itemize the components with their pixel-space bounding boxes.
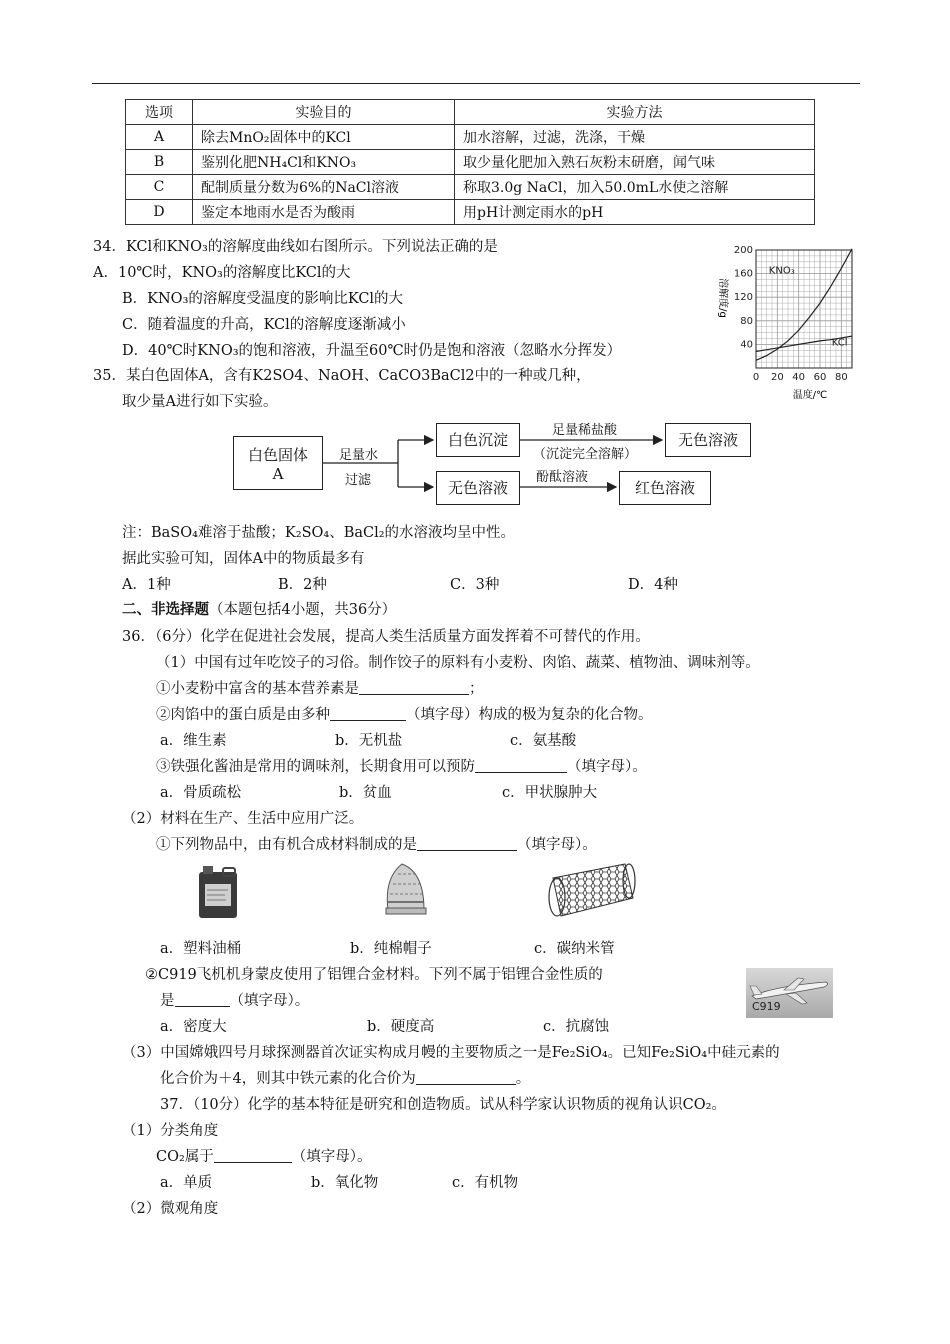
q36-part2-2b-text: 是 — [160, 993, 175, 1009]
flow-start-line2: A — [272, 465, 284, 483]
q37-part2: （2）微观角度 — [122, 1201, 219, 1217]
q36-p13-option-a: a．骨质疏松 — [160, 785, 242, 801]
table-cell: D — [126, 200, 193, 225]
y-tick-label: 80 — [740, 315, 753, 327]
q37-part1: （1）分类角度 — [122, 1123, 219, 1139]
section-heading — [122, 600, 396, 620]
q36-part1-3-end: （填字母）。 — [567, 759, 647, 775]
table-header: 选项 — [126, 100, 193, 125]
q36-p13-option-b: b．贫血 — [339, 785, 392, 801]
series-label: KCl — [831, 337, 848, 349]
flow-acid-bottom: （沉淀完全溶解） — [533, 447, 638, 462]
c919-plane-image — [746, 968, 833, 1018]
flow-acid-top: 足量稀盐酸 — [552, 423, 618, 438]
q36-p22-option-c: c．抗腐蚀 — [543, 1019, 610, 1035]
q36-part3: （3）中国嫦娥四号月球探测器首次证实构成月幔的主要物质之一是Fe₂SiO₄。已知Fe₂SiO₄中硅元素的 — [122, 1045, 780, 1061]
y-tick-label: 120 — [733, 292, 753, 304]
q36-part3b — [160, 1069, 530, 1089]
flow-step1-bottom: 过滤 — [345, 473, 372, 488]
q35-stem: 35．某白色固体A，含有K2SO4、NaOH、CaCO3BaCl2中的一种或几种， — [93, 368, 591, 384]
q36-part1-2-text: ②肉馅中的蛋白质是由多种 — [156, 707, 330, 723]
flow-indicator: 酚酞溶液 — [536, 470, 589, 485]
q35-option-c: C．3种 — [450, 577, 500, 593]
section-desc: （本题包括4小题，共36分） — [209, 602, 397, 618]
q35-option-b: B．2种 — [278, 577, 327, 593]
q37-stem: 37．（10分）化学的基本特征是研究和创造物质。试从科学家认识物质的视角认识CO₂。 — [160, 1097, 726, 1113]
q35-option-a: A．1种 — [122, 577, 171, 593]
table-cell: 鉴定本地雨水是否为酸雨 — [193, 200, 455, 225]
answer-blank[interactable] — [330, 705, 406, 721]
q36-p22-option-b: b．硬度高 — [367, 1019, 435, 1035]
flow-acid-result-box: 无色溶液 — [665, 423, 751, 457]
q35-stem-2: 取少量A进行如下实验。 — [122, 394, 278, 410]
q37-option-b: b．氧化物 — [311, 1175, 379, 1191]
cotton-hat-icon — [380, 858, 430, 920]
table-cell: B — [126, 150, 193, 175]
q36-p12-option-a: a．维生素 — [160, 733, 227, 749]
x-tick-label: 60 — [813, 372, 827, 383]
q36-part2-2: ②C919飞机机身蒙皮使用了铝锂合金材料。下列不属于铝锂合金性质的 — [145, 967, 603, 983]
answer-blank[interactable] — [175, 991, 230, 1007]
x-tick-label: 40 — [792, 372, 806, 383]
q36-part1-1 — [156, 679, 484, 699]
q36-p21-option-b: b．纯棉帽子 — [350, 941, 432, 957]
flow-arrows — [0, 0, 950, 560]
q34-option-b: B．KNO₃的溶解度受温度的影响比KCl的大 — [122, 291, 404, 307]
table-cell: A — [126, 125, 193, 150]
q35-option-d: D．4种 — [628, 577, 678, 593]
flow-indicator-result-box: 红色溶液 — [619, 471, 711, 505]
q36-part1-2 — [156, 705, 653, 725]
chart-xlabel: 温度/℃ — [792, 390, 828, 401]
q35-note: 注：BaSO₄难溶于盐酸；K₂SO₄、BaCl₂的水溶液均呈中性。 — [122, 525, 516, 541]
flow-start-line1: 白色固体 — [247, 446, 308, 464]
q36-part1-3 — [156, 757, 647, 777]
q36-p13-option-c: c．甲状腺肿大 — [502, 785, 598, 801]
q36-part2-1-text: ①下列物品中，由有机合成材料制成的是 — [156, 837, 417, 853]
q37-option-a: a．单质 — [160, 1175, 213, 1191]
x-tick-label: 20 — [770, 372, 784, 383]
flow-step1-top: 足量水 — [339, 448, 379, 463]
q36-part2-2b — [160, 991, 309, 1011]
answer-blank[interactable] — [359, 679, 469, 695]
q36-p12-option-b: b．无机盐 — [335, 733, 403, 749]
q36-part2-1 — [156, 835, 597, 855]
carbon-nanotube-icon — [545, 858, 640, 922]
q36-part2-1-end: （填字母）。 — [517, 837, 597, 853]
y-tick-label: 160 — [733, 268, 753, 280]
answer-blank[interactable] — [475, 757, 567, 773]
section-title: 二、非选择题 — [122, 601, 209, 618]
table-cell: C — [126, 175, 193, 200]
y-tick-label: 200 — [733, 245, 753, 256]
table-cell: 取少量化肥加入熟石灰粉末研磨，闻气味 — [455, 150, 815, 175]
q36-part1-1-text: ①小麦粉中富含的基本营养素是 — [156, 681, 359, 697]
q37-part1-q — [156, 1147, 372, 1167]
q34-option-a: A．10℃时，KNO₃的溶解度比KCl的大 — [93, 265, 351, 281]
q36-part1-3-text: ③铁强化酱油是常用的调味剂，长期食用可以预防 — [156, 759, 475, 775]
oil-bottle-icon — [195, 862, 241, 920]
q36-part3b-end: 。 — [515, 1071, 531, 1087]
answer-blank[interactable] — [416, 1069, 516, 1085]
q35-question: 据此实验可知，固体A中的物质最多有 — [122, 551, 365, 567]
chart-ylabel: 溶解度/g — [717, 278, 728, 318]
q36-p12-option-c: c．氨基酸 — [510, 733, 577, 749]
q36-part3b-text: 化合价为＋4，则其中铁元素的化合价为 — [160, 1071, 416, 1087]
q36-stem: 36．（6分）化学在促进社会发展，提高人类生活质量方面发挥着不可替代的作用。 — [122, 629, 650, 645]
table-header: 实验目的 — [193, 100, 455, 125]
table-cell: 称取3.0g NaCl，加入50.0mL水使之溶解 — [455, 175, 815, 200]
q36-part2-2b-end: （填字母）。 — [229, 993, 310, 1009]
answer-blank[interactable] — [417, 835, 517, 851]
table-cell: 用pH计测定雨水的pH — [455, 200, 815, 225]
q37-option-c: c．有机物 — [452, 1175, 519, 1191]
q36-p22-option-a: a．密度大 — [160, 1019, 227, 1035]
table-cell: 加水溶解，过滤，洗涤，干燥 — [455, 125, 815, 150]
q36-p21-option-c: c．碳纳米管 — [534, 941, 615, 957]
q36-part1-1-end: ； — [469, 681, 484, 697]
series-label: KNO₃ — [768, 265, 795, 277]
flow-filtrate-box: 无色溶液 — [436, 471, 520, 505]
table-cell: 除去MnO₂固体中的KCl — [193, 125, 455, 150]
c919-label: C919 — [752, 1000, 781, 1013]
q34-stem: 34．KCl和KNO₃的溶解度曲线如右图所示。下列说法正确的是 — [93, 239, 498, 255]
x-tick-label: 0 — [752, 372, 760, 383]
q36-part1: （1）中国有过年吃饺子的习俗。制作饺子的原料有小麦粉、肉馅、蔬菜、植物油、调味剂等。 — [156, 655, 760, 671]
x-tick-label: 80 — [834, 372, 848, 383]
q34-option-d: D．40℃时KNO₃的饱和溶液，升温至60℃时仍是饱和溶液（忽略水分挥发） — [122, 343, 622, 359]
q36-part2: （2）材料在生产、生活中应用广泛。 — [122, 811, 364, 827]
table-cell: 鉴别化肥NH₄Cl和KNO₃ — [193, 150, 455, 175]
answer-blank[interactable] — [214, 1147, 292, 1163]
q34-option-c: C．随着温度的升高，KCl的溶解度逐渐减小 — [122, 317, 406, 333]
table-header: 实验方法 — [455, 100, 815, 125]
q36-part1-2-end: （填字母）构成的极为复杂的化合物。 — [406, 707, 653, 723]
q37-part1-q-text: CO₂属于 — [156, 1149, 214, 1165]
table-cell: 配制质量分数为6%的NaCl溶液 — [193, 175, 455, 200]
q36-p21-option-a: a．塑料油桶 — [160, 941, 242, 957]
q37-part1-q-end: （填字母）。 — [291, 1149, 372, 1165]
y-tick-label: 40 — [740, 339, 753, 351]
flow-precipitate-box: 白色沉淀 — [436, 423, 520, 457]
